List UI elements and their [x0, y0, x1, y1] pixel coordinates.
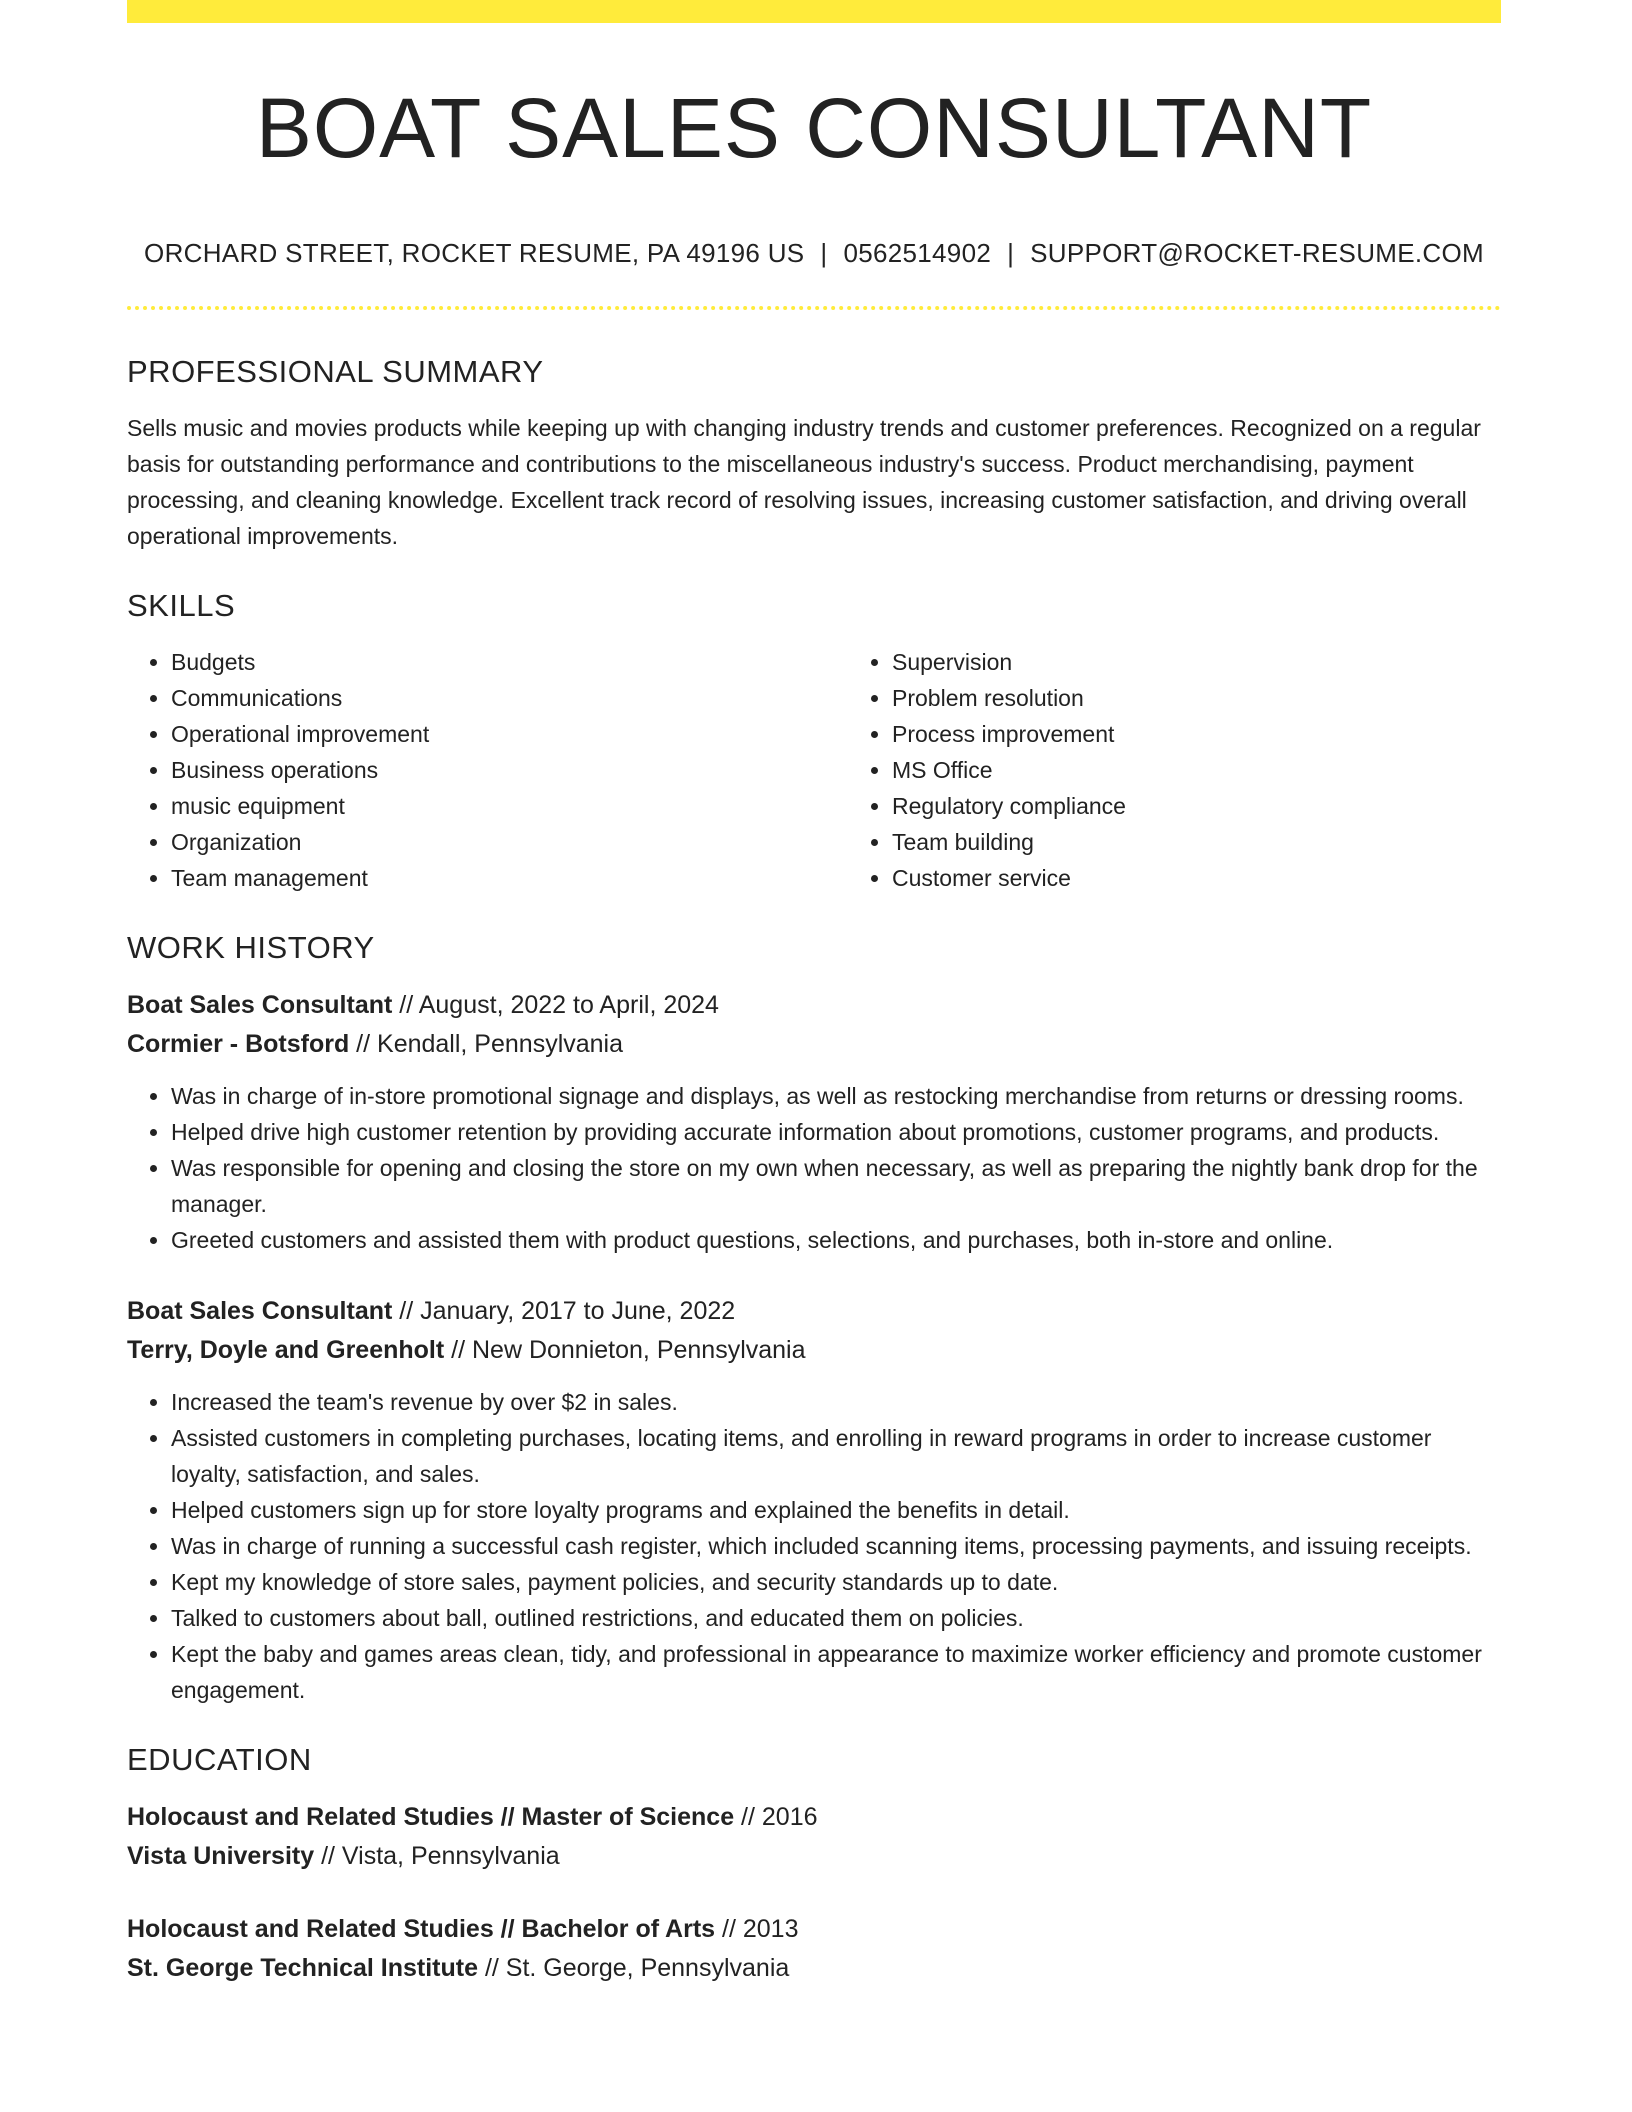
- education-entry: [127, 1798, 1501, 1876]
- job-bullet: • Kept the baby and games areas clean, tidy, and professional in appearance to maximize worker efficiency and promote customer engagement.: [171, 1636, 1501, 1708]
- degree-line: [127, 1798, 1501, 1837]
- job-location: // New Donnieton, Pennsylvania: [444, 1336, 806, 1364]
- job-title: Boat Sales Consultant: [127, 1297, 393, 1325]
- degree: Holocaust and Related Studies // Bachelor of Arts: [127, 1915, 716, 1943]
- job-bullet: • Was in charge of running a successful cash register, which included scanning items, processing payments, and issuing receipts.: [171, 1528, 1501, 1564]
- summary-heading: PROFESSIONAL SUMMARY: [127, 354, 544, 389]
- resume-body: [127, 354, 1501, 1988]
- job-bullet: • Assisted customers in completing purchases, locating items, and enrolling in reward programs in order to increase customer loyalty, satisfaction, and sales.: [171, 1420, 1501, 1492]
- job-bullet: • Helped drive high customer retention by providing accurate information about promotions, customer programs, and products.: [171, 1114, 1501, 1150]
- degree-line: [127, 1910, 1501, 1949]
- skill-item: • Business operations: [171, 752, 848, 788]
- school-location: // Vista, Pennsylvania: [314, 1842, 560, 1870]
- job-bullets: [127, 1384, 1501, 1708]
- job-company: Cormier - Botsford: [127, 1030, 350, 1058]
- contact-separator: |: [820, 238, 828, 268]
- work-history-heading: WORK HISTORY: [127, 930, 375, 965]
- job-company-line: [127, 1025, 1501, 1064]
- school: Vista University: [127, 1842, 315, 1870]
- job-bullet: • Was responsible for opening and closing the store on my own when necessary, as well as preparing the nightly bank drop for the manager.: [171, 1150, 1501, 1222]
- dotted-divider: [127, 306, 1501, 310]
- job-bullet: • Helped customers sign up for store loyalty programs and explained the benefits in detail.: [171, 1492, 1501, 1528]
- job-dates: // January, 2017 to June, 2022: [392, 1297, 736, 1325]
- top-accent-bar: [127, 0, 1501, 23]
- job-bullet: • Talked to customers about ball, outlined restrictions, and educated them on policies.: [171, 1600, 1501, 1636]
- skills-columns: [127, 644, 1501, 896]
- contact-phone[interactable]: 0562514902: [843, 238, 992, 268]
- skill-item: • Team building: [892, 824, 1545, 860]
- skill-item: • MS Office: [892, 752, 1545, 788]
- school: St. George Technical Institute: [127, 1954, 478, 1982]
- work-history-section: [127, 930, 1501, 1708]
- skill-item: • Operational improvement: [171, 716, 848, 752]
- job-company: Terry, Doyle and Greenholt: [127, 1336, 445, 1364]
- job-title-line: [127, 986, 1501, 1025]
- job-entry: [127, 1292, 1501, 1708]
- skill-item: • Supervision: [892, 644, 1545, 680]
- job-bullet: • Greeted customers and assisted them with product questions, selections, and purchases, both in-store and online.: [171, 1222, 1501, 1258]
- degree-year: // 2013: [715, 1915, 799, 1943]
- skill-item: • Problem resolution: [892, 680, 1545, 716]
- job-company-line: [127, 1331, 1501, 1370]
- job-title: Boat Sales Consultant: [127, 991, 393, 1019]
- degree: Holocaust and Related Studies // Master of Science: [127, 1803, 735, 1831]
- school-line: [127, 1837, 1501, 1876]
- job-location: // Kendall, Pennsylvania: [349, 1030, 624, 1058]
- skills-heading: SKILLS: [127, 588, 236, 623]
- education-section: [127, 1742, 1501, 1988]
- education-entry: [127, 1910, 1501, 1988]
- school-line: [127, 1949, 1501, 1988]
- job-bullet: • Was in charge of in-store promotional signage and displays, as well as restocking merchandise from returns or dressing rooms.: [171, 1078, 1501, 1114]
- degree-year: // 2016: [734, 1803, 818, 1831]
- skill-item: • Team management: [171, 860, 848, 896]
- job-bullet: • Increased the team's revenue by over $2 in sales.: [171, 1384, 1501, 1420]
- skills-section: [127, 588, 1501, 896]
- job-bullets: [127, 1078, 1501, 1258]
- job-bullet: • Kept my knowledge of store sales, payment policies, and security standards up to date.: [171, 1564, 1501, 1600]
- skill-item: • Regulatory compliance: [892, 788, 1545, 824]
- skill-item: • Organization: [171, 824, 848, 860]
- job-entry: [127, 986, 1501, 1258]
- skill-item: • Customer service: [892, 860, 1545, 896]
- skills-list-left: [127, 644, 848, 896]
- summary-section: [127, 354, 1501, 554]
- skill-item: • Process improvement: [892, 716, 1545, 752]
- skill-item: • Budgets: [171, 644, 848, 680]
- contact-separator: |: [1007, 238, 1015, 268]
- candidate-title: BOAT SALES CONSULTANT: [255, 81, 1373, 175]
- school-location: // St. George, Pennsylvania: [478, 1954, 790, 1982]
- job-dates: // August, 2022 to April, 2024: [392, 991, 719, 1019]
- contact-email[interactable]: SUPPORT@ROCKET-RESUME.COM: [1030, 238, 1484, 268]
- job-title-line: [127, 1292, 1501, 1331]
- education-heading: EDUCATION: [127, 1742, 312, 1777]
- summary-text: Sells music and movies products while keeping up with changing industry trends and customer preferences. Recognized on a regular basis for outstanding performance and contributions to the miscellaneous industry's success. Product merchandising, payment processing, and cleaning knowledge. Excellent track record of resolving issues, increasing customer satisfaction, and driving overall operational improvements.: [127, 415, 1481, 549]
- skill-item: • Communications: [171, 680, 848, 716]
- contact-address: ORCHARD STREET, ROCKET RESUME, PA 49196 US: [144, 238, 805, 268]
- skills-list-right: [848, 644, 1545, 896]
- contact-line: [127, 238, 1501, 269]
- skill-item: • music equipment: [171, 788, 848, 824]
